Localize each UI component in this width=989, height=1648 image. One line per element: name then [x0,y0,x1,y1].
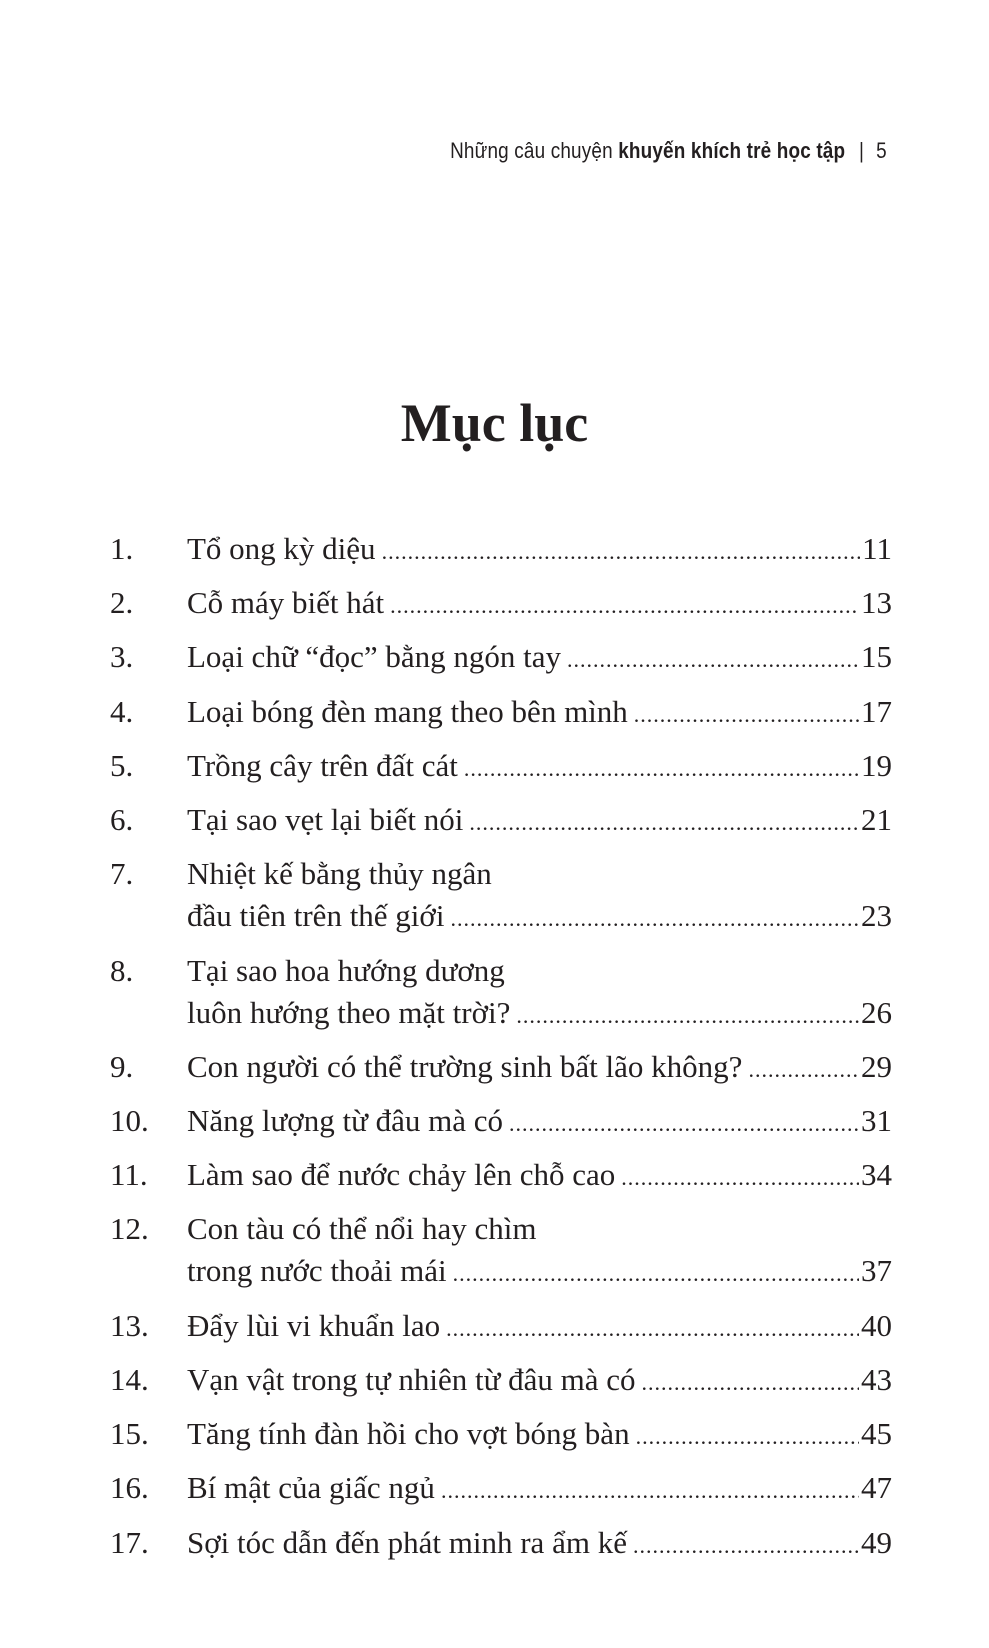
dot-leader [748,1049,859,1091]
toc-entry-page-number: 15 [861,639,892,675]
toc-entry-title-line: Tại sao hoa hướng dương [187,952,505,988]
toc-entry-body [187,1208,892,1295]
toc-entry [110,799,892,844]
toc-entry-page-number: 49 [861,1524,892,1560]
toc-entry-last-line [187,1046,892,1091]
toc-entry-page-number: 29 [861,1048,892,1084]
dot-leader [642,1362,859,1404]
toc-entry-title-line: Loại bóng đèn mang theo bên mình [187,693,628,729]
toc-entry-number: 9. [110,1048,134,1084]
toc-entry [110,528,892,573]
toc-entry-body [187,950,892,1037]
toc-entry [110,1467,892,1512]
dot-leader [453,1253,859,1295]
toc-entry-title-line: Trồng cây trên đất cát [187,747,458,783]
toc-entry-last-line [187,528,892,573]
dot-leader [469,802,859,844]
toc-entry-number: 7. [110,856,134,892]
toc-entry-last-line [187,1100,892,1145]
toc-entry-last-line [187,1154,892,1199]
toc-entry-page-number: 19 [861,747,892,783]
toc-entry [110,1100,892,1145]
dot-leader [516,995,859,1037]
toc-entry-body [187,853,892,940]
toc-entry-page-number: 34 [861,1157,892,1193]
toc-entry-last-line [187,992,892,1037]
toc-entry-number: 13. [110,1307,149,1343]
dot-leader [382,531,861,573]
toc-entry-body [187,799,892,844]
running-head-page-number: 5 [876,138,887,163]
toc-entry [110,1413,892,1458]
toc-entry [110,853,892,940]
toc-entry-page-number: 17 [861,693,892,729]
dot-leader [634,694,859,736]
toc-title: Mục lục [400,393,589,453]
toc-entry-last-line [187,1413,892,1458]
toc-entry-last-line [187,1522,892,1567]
toc-entry [110,582,892,627]
toc-entry-page-number: 37 [861,1253,892,1289]
toc-entry-number: 2. [110,585,134,621]
toc-entry-body [187,1522,892,1567]
dot-leader [446,1308,859,1350]
toc-entry [110,1305,892,1350]
toc-entry-last-line [187,745,892,790]
toc-entry [110,950,892,1037]
toc-entry-title-line: Tăng tính đàn hồi cho vợt bóng bàn [187,1416,630,1452]
toc-entry-title-line: đầu tiên trên thế giới [187,898,445,934]
toc-entry-page-number: 13 [861,585,892,621]
toc-entry-number: 4. [110,693,134,729]
toc-entry-last-line [187,1250,892,1295]
running-head-separator: | [859,138,865,163]
dot-leader [450,898,859,940]
toc-entry-body [187,1154,892,1199]
toc-entry-title-line: Làm sao để nước chảy lên chỗ cao [187,1157,616,1193]
dot-leader [567,639,859,681]
toc-entry-page-number: 23 [861,898,892,934]
dot-leader [464,748,859,790]
toc-entry-title-line: Cỗ máy biết hát [187,585,385,621]
toc-entry-title-line: Loại chữ “đọc” bằng ngón tay [187,639,562,675]
toc-entry-page-number: 47 [861,1470,892,1506]
toc-entry-last-line [187,1467,892,1512]
dot-leader [633,1525,859,1567]
running-head-series: Những câu chuyện [450,138,613,163]
toc-entry-page-number: 11 [862,531,892,566]
toc-entry-body [187,582,892,627]
toc-list [110,528,892,1576]
toc-entry-title-line: Đẩy lùi vi khuẩn lao [187,1307,441,1343]
toc-entry-number: 6. [110,801,134,837]
toc-entry [110,636,892,681]
toc-entry [110,691,892,736]
toc-entry [110,1359,892,1404]
toc-entry-number: 10. [110,1103,149,1139]
toc-entry-page-number: 21 [861,801,892,837]
toc-entry-title-line: Nhiệt kế bằng thủy ngân [187,856,492,892]
toc-entry-body [187,1100,892,1145]
toc-entry-last-line [187,582,892,627]
dot-leader [390,585,859,627]
toc-entry-title-line: Vạn vật trong tự nhiên từ đâu mà có [187,1362,636,1398]
dot-leader [621,1157,859,1199]
toc-entry-page-number: 43 [861,1362,892,1398]
toc-entry-number: 3. [110,639,134,675]
toc-entry-number: 11. [110,1157,148,1193]
dot-leader [636,1416,859,1458]
toc-entry-title-line: Tại sao vẹt lại biết nói [187,801,464,837]
toc-entry-number: 14. [110,1362,149,1398]
toc-entry-number: 16. [110,1470,149,1506]
toc-entry-body [187,1046,892,1091]
toc-entry-page-number: 45 [861,1416,892,1452]
toc-entry [110,1154,892,1199]
running-head [450,136,887,166]
toc-entry [110,745,892,790]
toc-entry-title-line: trong nước thoải mái [187,1253,447,1289]
toc-entry-title-line: luôn hướng theo mặt trời? [187,994,511,1030]
toc-entry-number: 8. [110,952,134,988]
toc-entry [110,1208,892,1295]
toc-entry-last-line [187,691,892,736]
running-head-book-title: khuyến khích trẻ học tập [618,138,846,163]
toc-entry-title-line: Con người có thể trường sinh bất lão không? [187,1048,743,1084]
toc-entry-body [187,1359,892,1404]
toc-entry-last-line [187,636,892,681]
toc-entry-title-line: Tổ ong kỳ diệu [187,531,376,566]
toc-entry-number: 15. [110,1416,149,1452]
toc-entry-body [187,745,892,790]
toc-entry-page-number: 26 [861,994,892,1030]
toc-entry-last-line [187,799,892,844]
toc-entry-title-line: Bí mật của giấc ngủ [187,1470,435,1506]
toc-entry-last-line [187,1359,892,1404]
toc-entry-page-number: 40 [861,1307,892,1343]
dot-leader [509,1103,859,1145]
toc-entry [110,1522,892,1567]
toc-entry-number: 1. [110,531,134,566]
toc-entry-number: 12. [110,1211,149,1247]
dot-leader [441,1470,859,1512]
toc-entry-body [187,636,892,681]
toc-entry-body [187,1467,892,1512]
toc-entry-last-line [187,895,892,940]
toc-entry-body [187,691,892,736]
toc-entry-title-line: Con tàu có thể nổi hay chìm [187,1211,537,1247]
toc-entry-title-line: Năng lượng từ đâu mà có [187,1103,504,1139]
toc-entry [110,1046,892,1091]
toc-entry-body [187,528,892,573]
toc-entry-body [187,1413,892,1458]
toc-entry-body [187,1305,892,1350]
toc-entry-number: 5. [110,747,134,783]
toc-entry-number: 17. [110,1524,149,1560]
toc-entry-title-line: Sợi tóc dẫn đến phát minh ra ẩm kế [187,1524,627,1560]
toc-entry-page-number: 31 [861,1103,892,1139]
toc-entry-last-line [187,1305,892,1350]
